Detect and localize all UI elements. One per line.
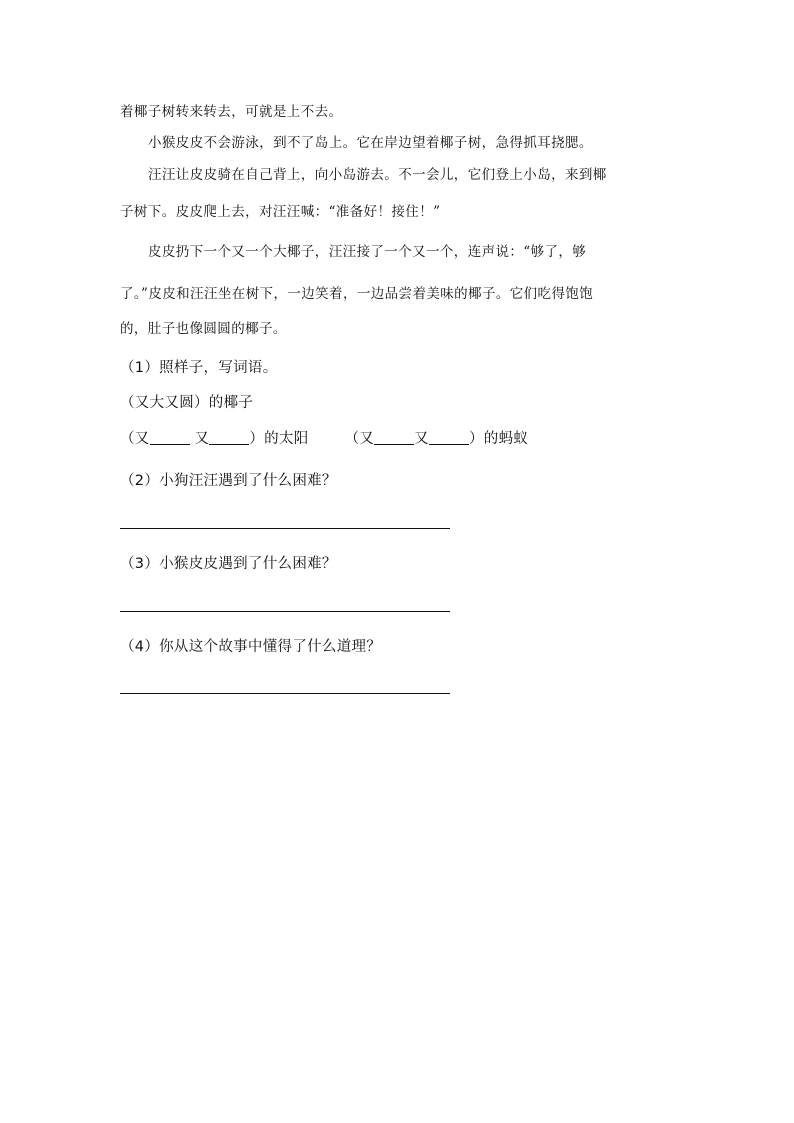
question-3-title: （3）小猴皮皮遇到了什么困难？: [120, 556, 337, 572]
blank-2a[interactable]: [374, 430, 414, 445]
passage-line-6: 了。”皮皮和汪汪坐在树下，一边笑着，一边品尝着美味的椰子。它们吃得饱饱: [120, 286, 594, 302]
question-1-items: [120, 429, 528, 449]
question-2-title: （2）小狗汪汪遇到了什么困难？: [120, 473, 337, 489]
passage-line-3: 汪汪让皮皮骑在自己背上，向小岛游去。不一会儿，它们登上小岛，来到椰: [148, 167, 607, 183]
blank-1a[interactable]: [150, 430, 190, 445]
item1-close: ）的太阳: [249, 431, 309, 447]
blank-1b[interactable]: [209, 430, 249, 445]
passage-line-7: 的，肚子也像圆圆的椰子。: [120, 321, 287, 337]
passage-line-4: 子树下。皮皮爬上去，对汪汪喊：“准备好！接住！”: [120, 204, 441, 220]
blank-2b[interactable]: [429, 430, 469, 445]
passage-line-2: 小猴皮皮不会游泳，到不了岛上。它在岸边望着椰子树，急得抓耳挠腮。: [148, 135, 593, 151]
passage-line-5: 皮皮扔下一个又一个大椰子，汪汪接了一个又一个，连声说：“够了，够: [148, 244, 587, 260]
item2-open: （又: [344, 431, 375, 447]
item1-open: （又: [120, 431, 150, 447]
passage-line-1: 着椰子树转来转去，可就是上不去。: [120, 104, 343, 120]
question-1-title: （1）照样子，写词语。: [120, 360, 278, 376]
answer-line-4[interactable]: [120, 693, 450, 694]
question-1-example: （又大又圆）的椰子: [120, 395, 254, 411]
item2-mid: 又: [414, 431, 429, 447]
item1-mid: 又: [194, 431, 210, 447]
answer-line-3[interactable]: [120, 611, 450, 612]
answer-line-2[interactable]: [120, 528, 450, 529]
question-4-title: （4）你从这个故事中懂得了什么道理？: [120, 639, 382, 655]
item2-close: ）的蚂蚁: [468, 431, 529, 447]
